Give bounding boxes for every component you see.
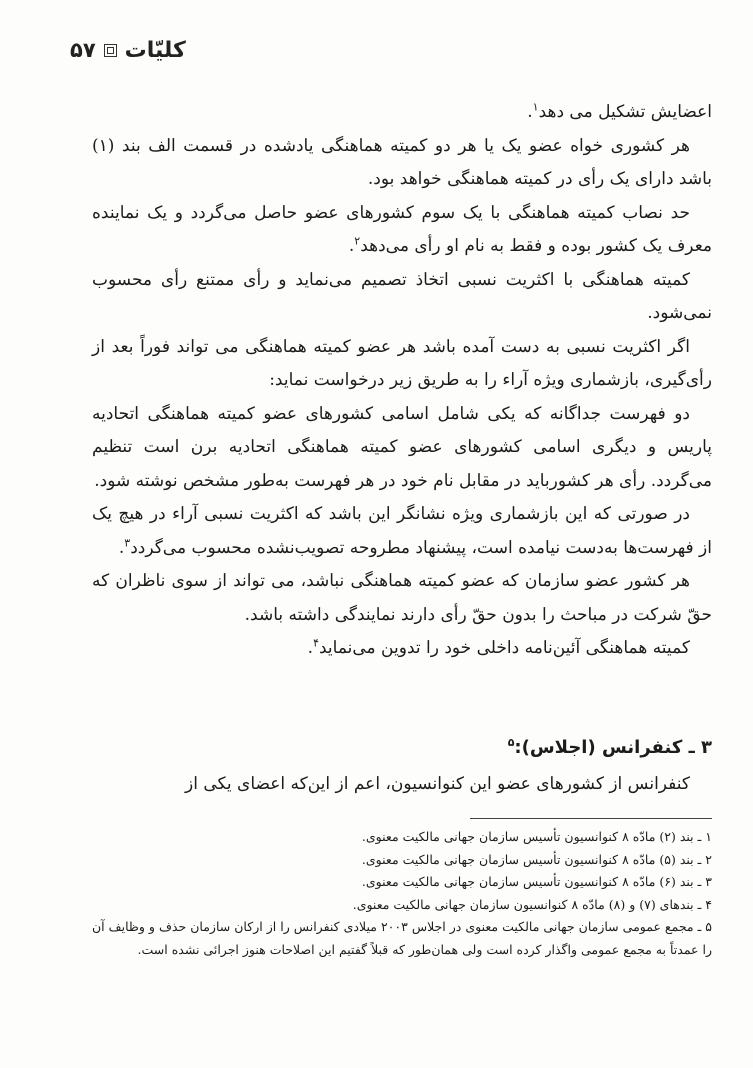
paragraph-text: هر کشوری خواه عضو یک یا هر دو کمیته هماهنگی یادشده در قسمت الف بند (۱) باشد دارای یک رأی در کمیته هماهنگی خواهد بود. — [92, 135, 712, 189]
footnote: ۲ ـ بند (۵) مادّه ۸ کنوانسیون تأسیس سازمان جهانی مالکیت معنوی. — [361, 851, 712, 867]
paragraph-text: حد نصاب کمیته هماهنگی با یک سوم کشورهای عضو حاصل می‌گردد و یک نماینده معرف یک کشور بوده و فقط به نام او رأی می‌دهد — [92, 202, 712, 256]
paragraph: کمیته هماهنگی آئین‌نامه داخلی خود را تدوین می‌نماید$^۴$. — [307, 636, 690, 658]
paragraph-text: اگر اکثریت نسبی به دست آمده باشد هر عضو کمیته هماهنگی می تواند فوراً بعد از رأی‌گیری، بازشماری ویژه آراء را به طریق زیر درخواست نماید: — [92, 336, 712, 390]
section-heading-text: ۳ ـ کنفرانس (اجلاس): — [514, 737, 712, 758]
footnote-ref: ۳ — [124, 535, 131, 549]
paragraph — [92, 264, 712, 331]
footnote-ref: ۵ — [507, 736, 515, 749]
page-number: ۵۷ — [70, 38, 96, 62]
paragraph — [92, 130, 712, 197]
footnote: ۱ ـ بند (۲) مادّه ۸ کنوانسیون تأسیس سازمان جهانی مالکیت معنوی. — [361, 829, 712, 844]
paragraph: اعضایش تشکیل می دهد$^۱$. — [527, 100, 712, 122]
section-heading — [92, 732, 712, 764]
section-paragraph: کنفرانس از کشورهای عضو این کنوانسیون، اعم از این‌که اعضای یکی از — [184, 774, 690, 794]
paragraph — [92, 398, 712, 499]
page-header — [70, 30, 186, 70]
paragraph — [92, 331, 712, 398]
paragraph — [92, 565, 712, 632]
square-ornament-icon — [104, 44, 117, 57]
footnote: ۵ ـ مجمع عمومی سازمان جهانی مالکیت معنوی در اجلاس ۲۰۰۳ میلادی کنفرانس را از ارکان سازمان حذف و وظایف آن را عمدتاً به مجمع عمومی واگذار کرده است ولی همان‌طور که قبلاً گفتیم این اصلاحات هنوز اجرائی نشده است. — [92, 919, 712, 957]
body-text — [92, 96, 712, 666]
footnotes — [92, 826, 712, 961]
paragraph-text: کمیته هماهنگی آئین‌نامه داخلی خود را تدوین می‌نماید — [318, 638, 690, 658]
paragraph-text: هر کشور عضو سازمان که عضو کمیته هماهنگی نباشد، می تواند از سوی ناظران که حقّ شرکت در مباحث را بدون حقّ رأی دارند نمایندگی داشته باشد. — [92, 571, 712, 625]
paragraph: حد نصاب کمیته هماهنگی با یک سوم کشورهای عضو حاصل می‌گردد و یک نماینده معرف یک کشور بوده و فقط به نام او رأی می‌دهد$^۲$. — [92, 202, 712, 256]
paragraph-text: کمیته هماهنگی با اکثریت نسبی اتخاذ تصمیم می‌نماید و رأی ممتنع رأی محسوب نمی‌شود. — [92, 269, 712, 323]
footnote-ref: ۲ — [354, 234, 361, 248]
paragraph-text: در صورتی که این بازشماری ویژه نشانگر این باشد که اکثریت نسبی آراء در هیچ یک از فهرست‌ها به‌دست نیامده است، پیشنهاد مطروحه تصویب‌نشده محسوب می‌گردد — [92, 504, 712, 558]
footnote: ۴ ـ بندهای (۷) و (۸) مادّه ۸ کنوانسیون سازمان جهانی مالکیت معنوی. — [352, 896, 712, 912]
paragraph: در صورتی که این بازشماری ویژه نشانگر این باشد که اکثریت نسبی آراء در هیچ یک از فهرست‌ها به‌دست نیامده است، پیشنهاد مطروحه تصویب‌نشده محسوب می‌گردد$^۳$. — [92, 504, 712, 558]
footnote-divider — [470, 818, 712, 819]
footnote-ref: ۴ — [313, 636, 319, 650]
footnote-ref: ۱ — [532, 100, 539, 114]
footnote: ۳ ـ بند (۶) مادّه ۸ کنوانسیون تأسیس سازمان جهانی مالکیت معنوی. — [361, 874, 712, 889]
running-title: کلیّات — [124, 37, 186, 63]
paragraph-text: اعضایش تشکیل می دهد — [538, 102, 712, 122]
paragraph-text: دو فهرست جداگانه که یکی شامل اسامی کشورهای عضو کمیته هماهنگی اتحادیه پاریس و دیگری اسامی کشورهای عضو کمیته هماهنگی اتحادیه برن است تنظیم می‌گردد. رأی هر کشورباید در مقابل نام خود در هر فهرست به‌طور مشخص نوشته شود. — [92, 403, 712, 491]
